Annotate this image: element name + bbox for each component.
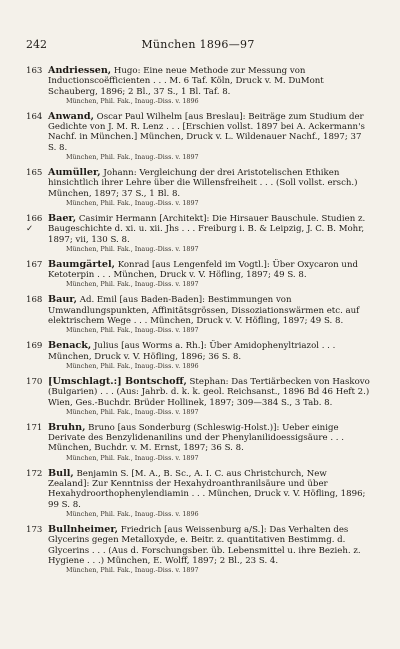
- entry-description: Friedrich [aus Weissenburg a/S.]: Das Verhalten des Glycerins gegen Metalloxyde, e. Beitr. z. quantitativen Bestimmg. d. Glycerins . . . (Aus d. Forschungsber. üb. Lebensmittel u. ihre Bezieh. z. Hygiene . . .) München, E. Wolff, 1897; 2 Bl., 23 S. 4.: [48, 524, 361, 566]
- page-header: [26, 38, 370, 52]
- entry-body: [48, 168, 370, 207]
- author-name: Bullnheimer,: [48, 523, 119, 535]
- running-title: München 1896—97: [141, 38, 255, 51]
- entry-note: München, Phil. Fak., Inaug.-Diss. v. 1896: [66, 361, 199, 370]
- entry-note: München, Phil. Fak., Inaug.-Diss. v. 1897: [66, 153, 199, 162]
- entry-description: Julius [aus Worms a. Rh.]: Über Amidophenyltriazol . . . München, Druck v. V. Höfling, 1896; 36 S. 8.: [48, 341, 336, 362]
- entry-number: 169: [26, 341, 43, 352]
- entry: [26, 214, 370, 253]
- entry-description: Casimir Hermann [Architekt]: Die Hirsauer Bauschule. Studien z. Baugeschichte d. xi. u. xii. Jhs . . . Freiburg i. B. & Leipzig, J. C. B. Mohr, 1897; vii, 130 S. 8.: [48, 213, 366, 245]
- entry-description: Ad. Emil [aus Baden-Baden]: Bestimmungen von Umwandlungspunkten, Affinitätsgrössen, Dissoziationswärmen etc. auf elektrischem Wege . . . München, Druck v. V. Höfling, 1897; 49 S. 8.: [48, 295, 360, 327]
- author-name: Aumüller,: [48, 167, 101, 179]
- entry-number: 168: [26, 295, 43, 306]
- entry-body: [48, 112, 370, 161]
- entry: [26, 168, 370, 207]
- entry-body: [48, 525, 370, 574]
- entry-description: Konrad [aus Lengenfeld im Vogtl.]: Über Oxycaron und Ketoterpin . . . München, Druck v. V. Höfling, 1897; 49 S. 8.: [48, 259, 359, 281]
- entry-note: München, Phil. Fak., Inaug.-Diss. v. 1897: [66, 244, 199, 253]
- entry-text: [48, 295, 370, 326]
- entry-description: Stephan: Das Tertiärbecken von Haskovo (Bulgarien) . . . (Aus: Jahrb. d. k. k. geol. Reichsanst., 1896 Bd 46 Heft 2.) Wien, Ges.-Buchdr. Brüder Hollinek, 1897; 309—384 S., 3 Tab. 8.: [48, 376, 370, 408]
- entry-note: München, Phil. Fak., Inaug.-Diss. v. 1896: [66, 96, 199, 105]
- author-name: Baur,: [48, 294, 77, 306]
- entry-number: 165: [26, 168, 43, 179]
- entry-note: München, Phil. Fak., Inaug.-Diss. v. 1897: [66, 198, 199, 207]
- entry-description: Johann: Vergleichung der drei Aristotelischen Ethiken hinsichtlich ihrer Lehre über die Willensfreiheit . . . (Soll vollst. ersch.) München, 1897; 37 S., 1 Bl. 8.: [48, 168, 358, 199]
- entry-body: [48, 469, 370, 518]
- entry-number: 164: [26, 111, 43, 122]
- entry-note: München, Phil. Fak., Inaug.-Diss. v. 1897: [66, 407, 199, 416]
- entry-text: [48, 377, 370, 408]
- entry: [26, 112, 370, 161]
- entry-body: [48, 295, 370, 334]
- entry-text: [48, 423, 370, 454]
- entry: [26, 525, 370, 574]
- author-name: Benack,: [48, 340, 92, 352]
- author-name: Bruhn,: [48, 421, 86, 433]
- entry-note: München, Phil. Fak., Inaug.-Diss. v. 1897: [66, 453, 199, 462]
- entry-note: München, Phil. Fak., Inaug.-Diss. v. 1897: [66, 280, 199, 289]
- author-name: [Umschlagt.:] Bontschoff,: [48, 375, 187, 387]
- entry-body: [48, 260, 370, 289]
- entry-text: [48, 66, 370, 97]
- entry-text: [48, 341, 370, 362]
- entry-text: [48, 168, 370, 199]
- entry: [26, 469, 370, 518]
- entry-description: Bruno [aus Sonderburg (Schleswig-Holst.)]: Ueber einige Derivate des Benzylidenanilins und der Phenylanilidoessigsäure . . . München, Buchdr. v. M. Ernst, 1897; 36 S. 8.: [48, 422, 344, 454]
- entry: [26, 66, 370, 105]
- entry-body: [48, 377, 370, 416]
- entry-description: Oscar Paul Wilhelm [aus Breslau]: Beiträge zum Studium der Gedichte von J. M. R. Lenz . . . [Erschien vollst. 1897 bei A. Ackermann's Nachf. in München.] München, Druck v. L. Wildenauer Nachf., 1897; 37 S. 8.: [48, 111, 365, 153]
- author-name: Baer,: [48, 212, 77, 224]
- entry-text: [48, 525, 370, 566]
- entry-number: 170: [26, 376, 43, 387]
- entry: [26, 260, 370, 289]
- entry-body: [48, 214, 370, 253]
- author-name: Anwand,: [48, 110, 94, 122]
- entry: [26, 295, 370, 334]
- entry-body: [48, 341, 370, 370]
- entry-body: [48, 423, 370, 462]
- entry-body: [48, 66, 370, 105]
- entry-text: [48, 260, 370, 281]
- entry-number: 173: [26, 524, 43, 535]
- entry-number: 172: [26, 468, 43, 479]
- entry: [26, 341, 370, 370]
- entry-note: München, Phil. Fak., Inaug.-Diss. v. 1896: [66, 509, 199, 518]
- page-number: 242: [26, 38, 47, 51]
- author-name: Andriessen,: [48, 65, 112, 76]
- entry-note: München, Phil. Fak., Inaug.-Diss. v. 1897: [66, 566, 199, 575]
- entry-text: [48, 112, 370, 153]
- entry-description: Benjamin S. [M. A., B. Sc., A. I. C. aus Christchurch, New Zealand]: Zur Kenntniss der Hexahydroanthranilsäure und über Hexahydroorthophenylendiamin . . . München, Druck v. V. Höfling, 1896; 99 S. 8.: [48, 468, 366, 510]
- entry-note: München, Phil. Fak., Inaug.-Diss. v. 1897: [66, 326, 199, 335]
- entry-text: [48, 214, 370, 245]
- entry-description: Hugo: Eine neue Methode zur Messung von Inductionscoëfficienten . . . M. 6 Taf. Köln, Druck v. M. DuMont Schauberg, 1896; 2 Bl., 37 S., 1 Bl. Taf. 8.: [48, 66, 324, 97]
- entry: [26, 423, 370, 462]
- author-name: Baumgärtel,: [48, 258, 115, 270]
- entry-number: 166 ✓: [26, 213, 43, 235]
- entry-text: [48, 469, 370, 510]
- entry-number: 167: [26, 259, 43, 270]
- author-name: Bull,: [48, 467, 74, 479]
- entry-list: [26, 66, 370, 581]
- entry-number: 163: [26, 66, 43, 76]
- entry-number: 171: [26, 422, 43, 433]
- entry: [26, 377, 370, 416]
